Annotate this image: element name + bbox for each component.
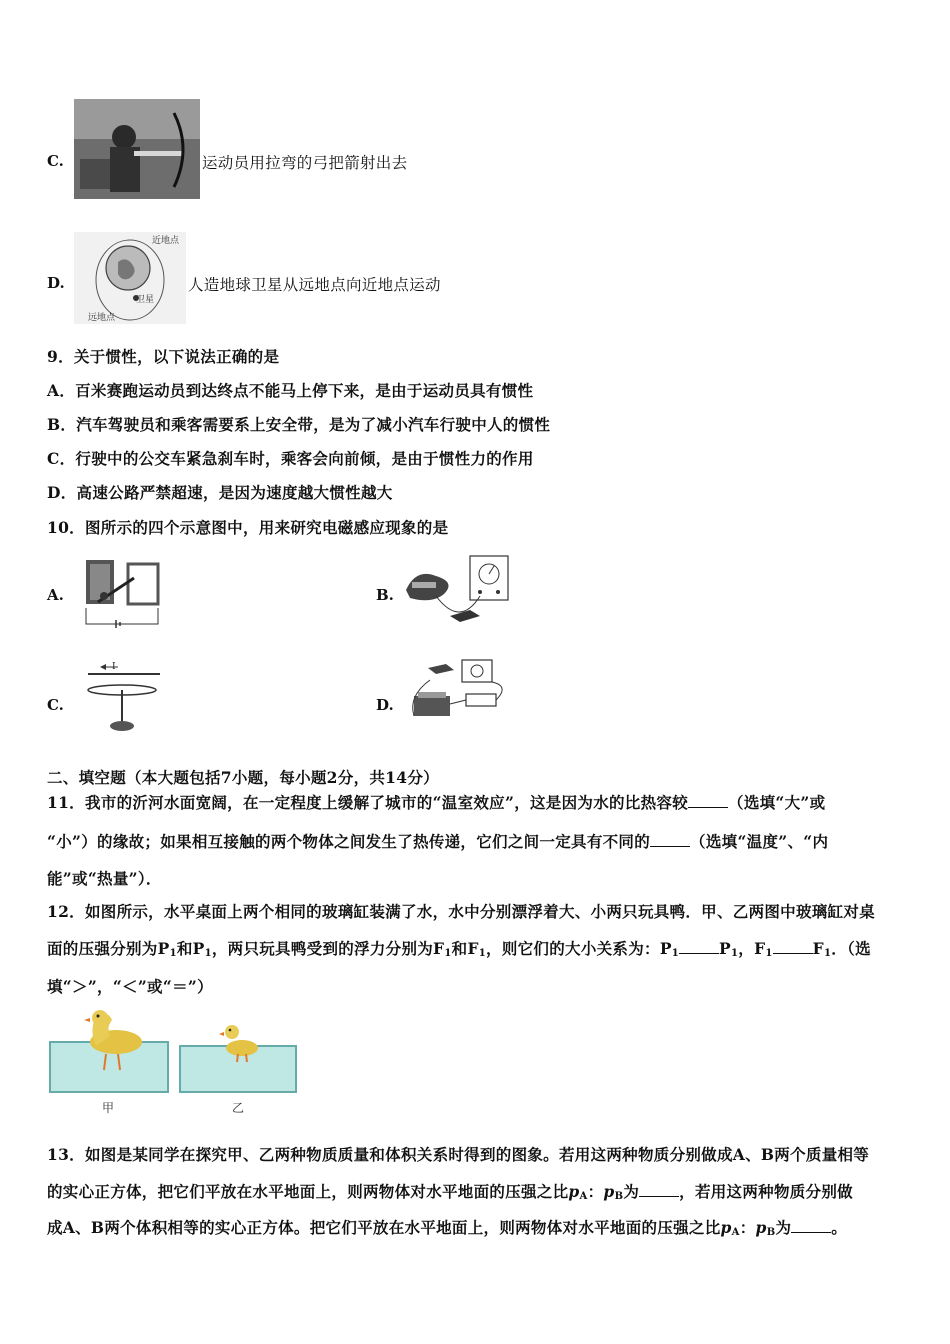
q12-text-g: ，F — [738, 939, 766, 958]
current-label-i: I — [112, 662, 116, 672]
q12-text-i: ．（选 — [831, 939, 871, 958]
q13-text-3c: 。 — [831, 1218, 848, 1237]
q13-text-2c: ，若用这两种物质分别做 — [679, 1182, 853, 1201]
figure-label-yi: 乙 — [232, 1101, 245, 1115]
q12-sub-5: 1 — [671, 948, 680, 959]
q13-blank-2 — [791, 1220, 831, 1233]
q11-line-2 — [47, 830, 828, 852]
q13-p-a: p — [568, 1182, 580, 1201]
q13-sub-b: B — [614, 1191, 624, 1202]
q10-option-d-label: D. — [376, 696, 394, 714]
q10-option-a-label: A. — [47, 586, 64, 604]
satellite-orbit-figure — [74, 232, 186, 324]
q10-figure-b — [400, 552, 512, 632]
q12-text-f: P — [719, 939, 732, 958]
q13-colon-1: ： — [587, 1182, 604, 1201]
q12-text-d: 和F — [451, 939, 479, 958]
q11-text-2b: （选填“温度”、“内 — [690, 832, 829, 851]
q11-line-1 — [47, 791, 825, 813]
q12-blank-2 — [773, 941, 813, 954]
q13-sub-b-2: B — [766, 1227, 776, 1238]
q8-option-d-text: 人造地球卫星从远地点向近地点运动 — [188, 276, 441, 294]
q13-text-2b: 为 — [623, 1182, 640, 1201]
near-point-label: 近地点 — [152, 236, 180, 246]
q9-option-b: B．汽车驾驶员和乘客需要系上安全带，是为了减小汽车行驶中人的惯性 — [47, 415, 551, 434]
q9-stem: 9．关于惯性，以下说法正确的是 — [47, 347, 280, 366]
q9-option-d: D．高速公路严禁超速，是因为速度越大惯性越大 — [47, 483, 393, 502]
q12-text-b: 和P — [176, 939, 205, 958]
q10-option-b-label: B. — [376, 586, 394, 604]
q11-blank-2 — [650, 834, 690, 847]
section-2-title: 二、填空题（本大题包括7小题，每小题2分，共14分） — [47, 768, 439, 787]
q13-text-3b: 为 — [775, 1218, 792, 1237]
q13-blank-1 — [639, 1184, 679, 1197]
q8-option-d-label: D. — [47, 274, 65, 292]
q13-text-3a: 成A、B两个体积相等的实心正方体。把它们平放在水平地面上，则两物体对水平地面的压强之比 — [47, 1218, 721, 1237]
q10-figure-c — [78, 658, 168, 738]
q8-option-c-label: C. — [47, 152, 64, 170]
q13-line-2 — [47, 1180, 853, 1202]
q12-text-a: 面的压强分别为P — [47, 939, 170, 958]
q10-option-c-label: C. — [47, 696, 64, 714]
q13-line-3 — [47, 1216, 847, 1238]
q12-sub-6: 1 — [731, 948, 739, 959]
archer-photo — [74, 99, 200, 199]
figure-label-jia: 甲 — [102, 1101, 115, 1115]
q12-line-2 — [47, 937, 871, 959]
q8-option-c-text: 运动员用拉弯的弓把箭射出去 — [202, 154, 408, 172]
q12-text-e: ，则它们的大小关系为：P — [486, 939, 672, 958]
far-point-label: 远地点 — [88, 313, 116, 323]
q12-text-h: F — [812, 939, 824, 958]
q11-blank-1 — [688, 795, 728, 808]
q12-duck-tanks-figure — [46, 1006, 308, 1118]
q11-text-1: 11．我市的沂河水面宽阔，在一定程度上缓解了城市的“温室效应”，这是因为水的比热容较 — [47, 793, 689, 812]
q13-p-b-2: p — [755, 1218, 767, 1237]
q13-text-2a: 的实心正方体，把它们平放在水平地面上，则两物体对水平地面的压强之比 — [47, 1182, 569, 1201]
q10-figure-a — [78, 556, 164, 630]
q12-blank-1 — [679, 941, 719, 954]
q12-sub-3: 1 — [444, 948, 452, 959]
q13-sub-a-2: A — [731, 1227, 740, 1238]
q12-sub-7: 1 — [765, 948, 773, 959]
q10-stem: 10．图所示的四个示意图中，用来研究电磁感应现象的是 — [47, 518, 449, 537]
q13-sub-a: A — [579, 1191, 588, 1202]
q12-sub-1: 1 — [169, 948, 177, 959]
q12-text-c: ，两只玩具鸭受到的浮力分别为F — [211, 939, 445, 958]
q13-p-a-2: p — [720, 1218, 732, 1237]
q12-sub-8: 1 — [823, 948, 832, 959]
q11-line-3: 能”或“热量”）． — [47, 869, 162, 888]
q9-option-c: C．行驶中的公交车紧急刹车时，乘客会向前倾，是由于惯性力的作用 — [47, 449, 534, 468]
satellite-label: 卫星 — [136, 295, 155, 305]
q13-line-1: 13．如图是某同学在探究甲、乙两种物质质量和体积关系时得到的图象。若用这两种物质分别做成A、B两个质量相等 — [47, 1145, 870, 1164]
q11-text-1b: （选填“大”或 — [728, 793, 826, 812]
q11-text-2: “小”）的缘故；如果相互接触的两个物体之间发生了热传递，它们之间一定具有不同的 — [47, 832, 651, 851]
q12-sub-4: 1 — [478, 948, 487, 959]
q12-line-1: 12．如图所示，水平桌面上两个相同的玻璃缸装满了水，水中分别漂浮着大、小两只玩具鸭．甲、乙两图中玻璃缸对桌 — [47, 902, 875, 921]
q12-sub-2: 1 — [204, 948, 212, 959]
q10-figure-d — [404, 656, 514, 728]
q12-line-3: 填“＞”，“＜”或“＝”） — [47, 977, 213, 996]
q13-p-b: p — [603, 1182, 615, 1201]
q13-colon-2: ： — [739, 1218, 756, 1237]
q9-option-a: A．百米赛跑运动员到达终点不能马上停下来，是由于运动员具有惯性 — [47, 381, 534, 400]
